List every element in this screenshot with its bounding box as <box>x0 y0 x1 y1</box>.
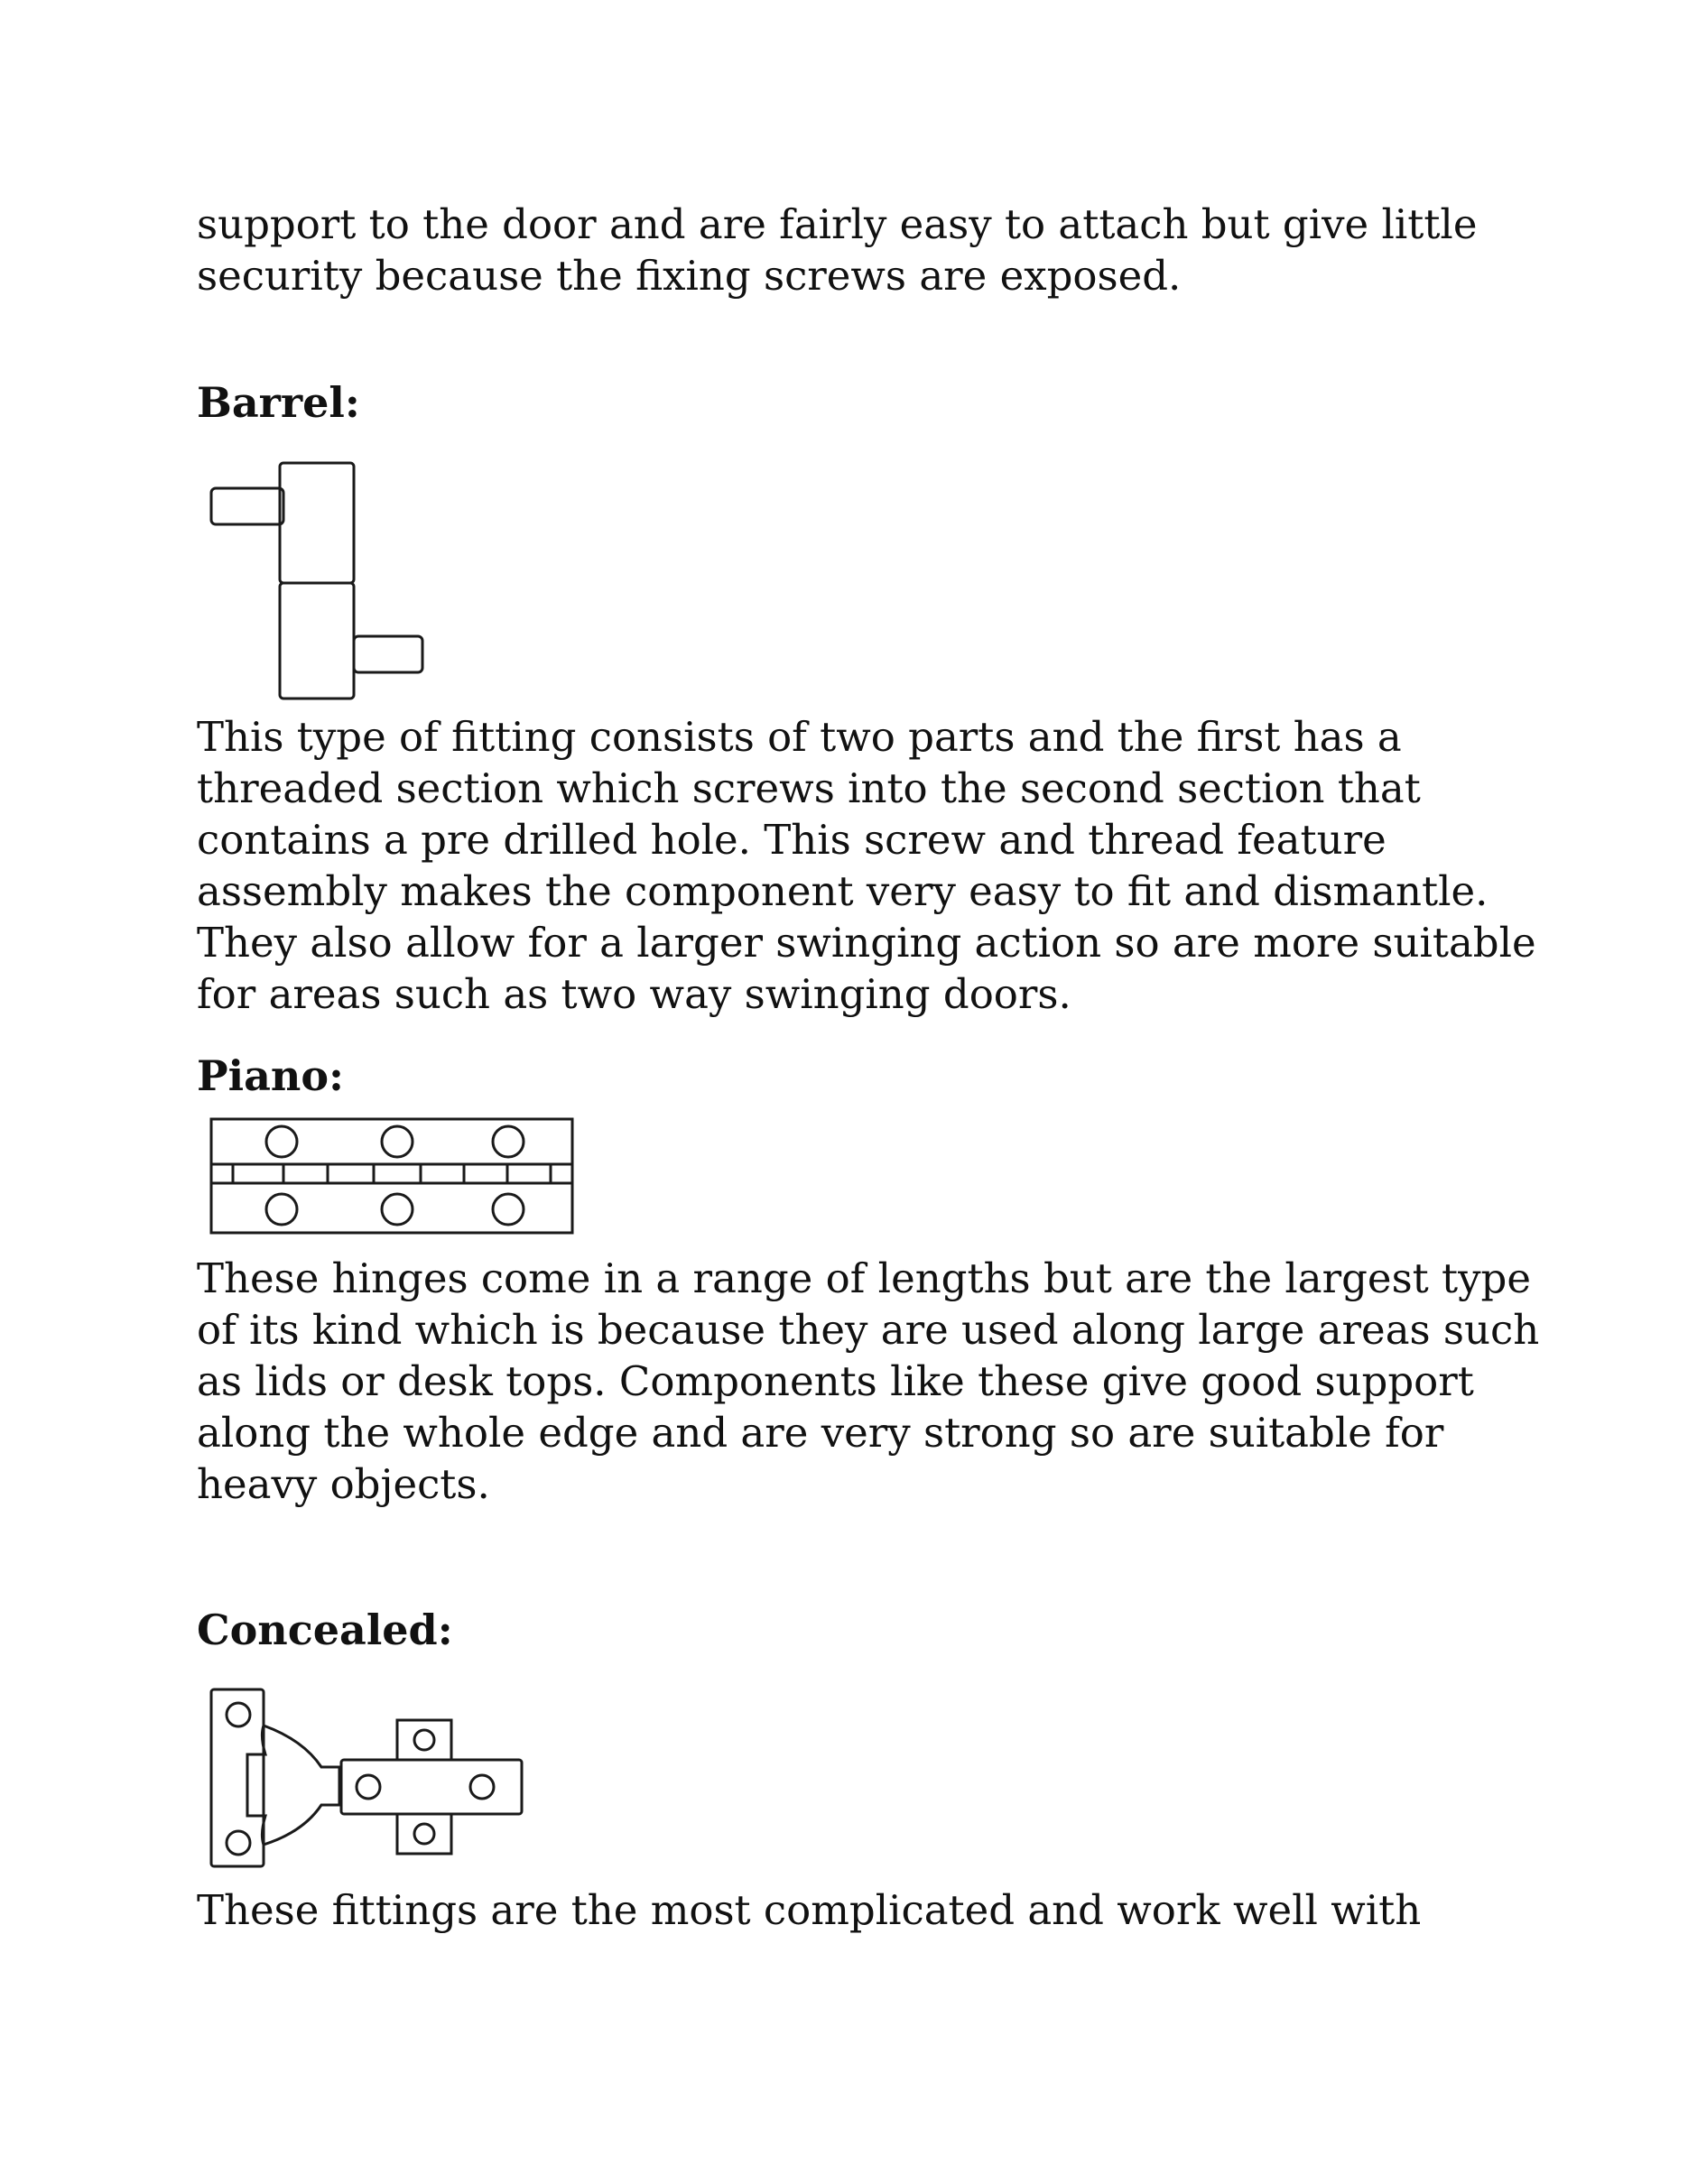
barrel-heading: Barrel: <box>197 378 360 427</box>
concealed-hinge-icon <box>197 1680 540 1879</box>
concealed-heading: Concealed: <box>197 1606 453 1654</box>
barrel-paragraph: This type of fitting consists of two parts and the first has a threaded section which screws into the second section that contains a pre drilled hole. This screw and thread feature assembly makes the component very easy to fit and dismantle. They also allow for a larger swinging action so are more suitable for areas such as two way swinging doors. <box>197 713 1536 1018</box>
piano-hinge-icon <box>197 1115 576 1242</box>
piano-hinge-figure <box>197 1115 576 1242</box>
intro-paragraph: support to the door and are fairly easy to attach but give little security because the fixing screws are exposed. <box>197 200 1478 300</box>
piano-paragraph: These hinges come in a range of lengths but are the largest type of its kind which is because they are used along large areas such as lids or desk tops. Components like these give good support along the whole edge and are very strong so are suitable for heavy objects. <box>197 1254 1540 1508</box>
barrel-hinge-figure <box>197 456 431 708</box>
concealed-paragraph: These fittings are the most complicated and work well with <box>197 1886 1422 1934</box>
concealed-hinge-figure <box>197 1680 540 1879</box>
barrel-hinge-icon <box>197 456 431 708</box>
piano-heading: Piano: <box>197 1051 344 1100</box>
